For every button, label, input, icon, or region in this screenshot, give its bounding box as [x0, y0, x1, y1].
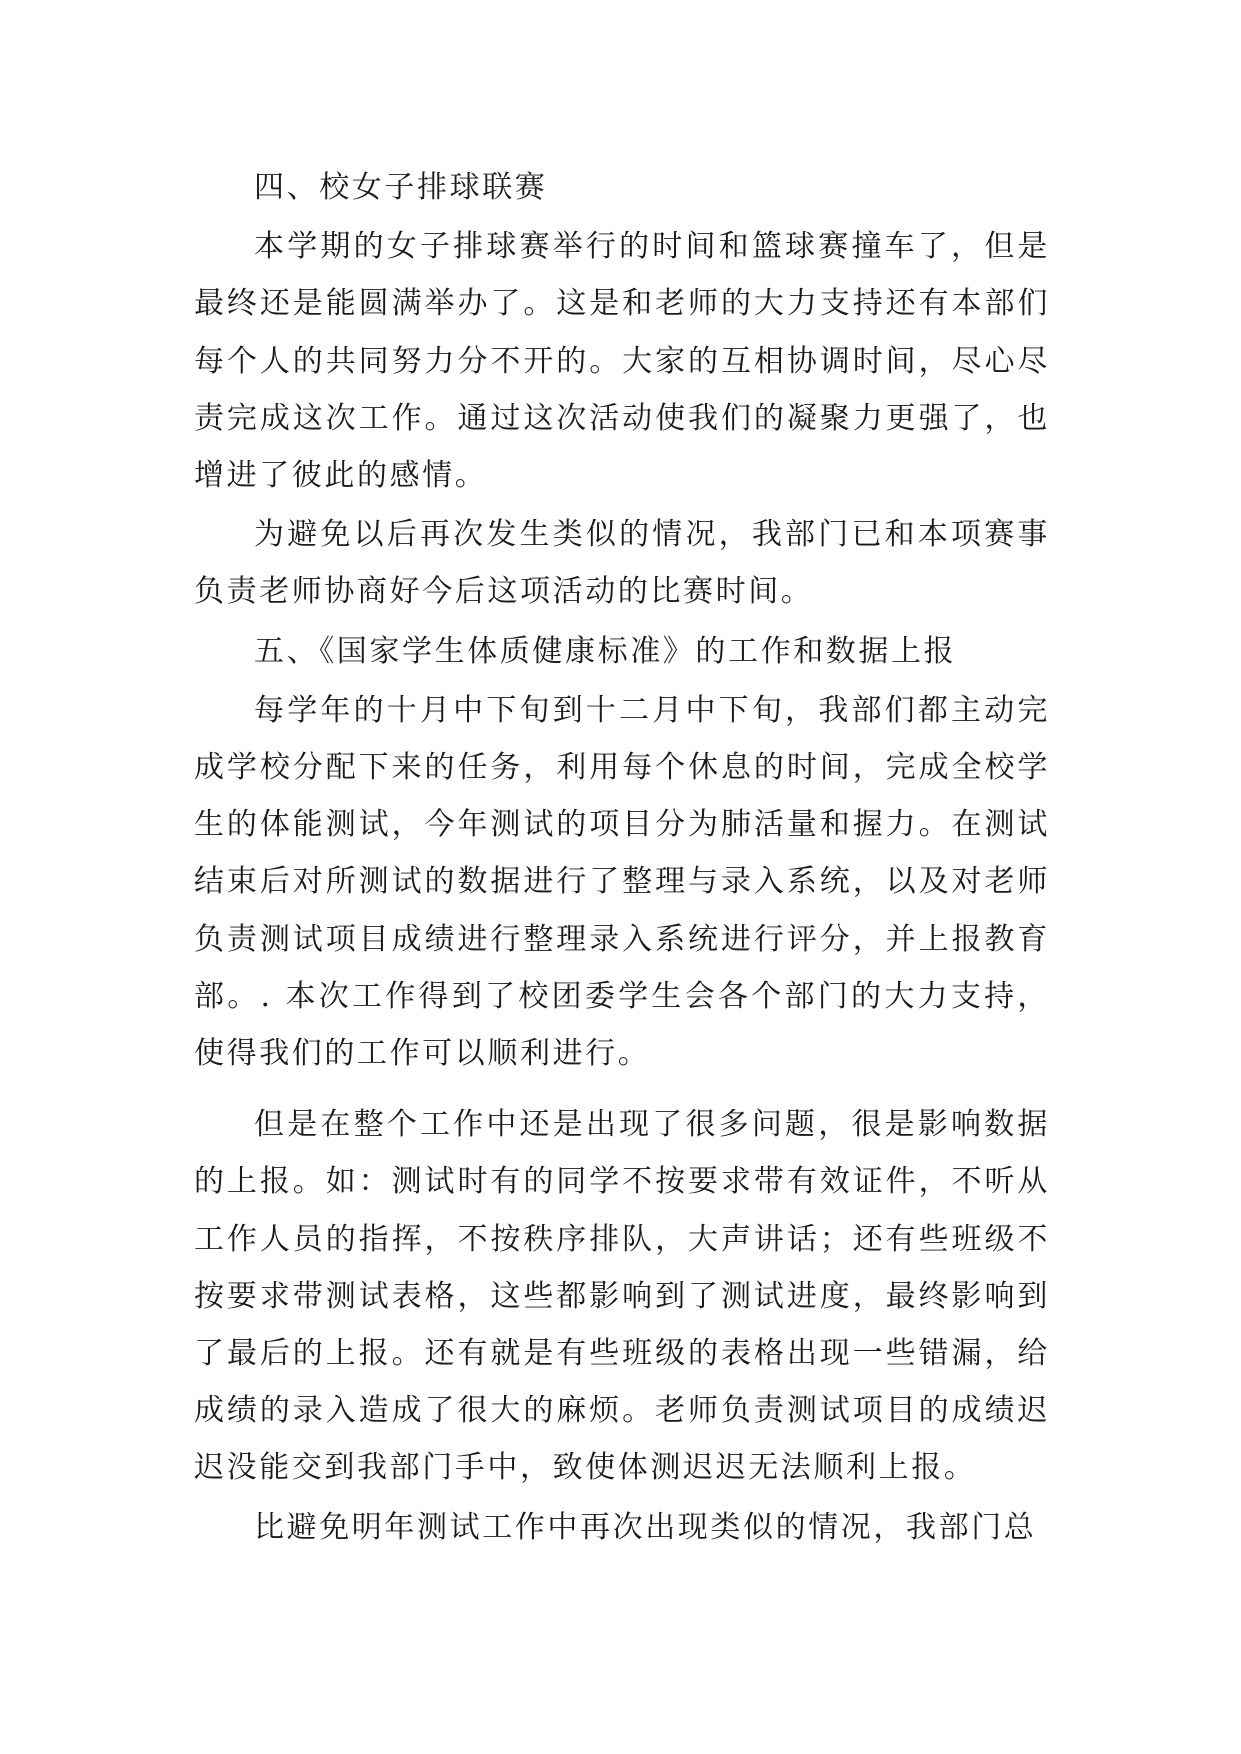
paragraph-health-test-prevention: 比避免明年测试工作中再次出现类似的情况，我部门总 — [254, 1509, 1037, 1545]
paragraph-volleyball-prevention: 为避免以后再次发生类似的情况，我部门已和本项赛事负责老师协商好今后这项活动的比赛时间。 — [194, 517, 1050, 610]
paragraph-health-test-work: 每学年的十月中下旬到十二月中下旬，我部们都主动完成学校分配下来的任务，利用每个休息的时间，完成全校学生的体能测试，今年测试的项目分为肺活量和握力。在测试结束后对所测试的数据进行了整理与录入系统，以及对老师负责测试项目成绩进行整理录入系统进行评分，并上报教育部。. 本次工作得到了校团委学生会各个部门的大力支持，使得我们的工作可以顺利进行。 — [194, 692, 1050, 1072]
document-body — [194, 159, 1050, 1556]
section-heading-volleyball: 四、校女子排球联赛 — [254, 170, 548, 205]
paragraph-volleyball-summary: 本学期的女子排球赛举行的时间和篮球赛撞车了，但是最终还是能圆满举办了。这是和老师的大力支持还有本部们每个人的共同努力分不开的。大家的互相协调时间，尽心尽责完成这次工作。通过这次活动使我们的凝聚力更强了，也增进了彼此的感情。 — [194, 229, 1050, 494]
paragraph-health-test-problems: 但是在整个工作中还是出现了很多问题，很是影响数据的上报。如：测试时有的同学不按要求带有效证件，不听从工作人员的指挥，不按秩序排队，大声讲话；还有些班级不按要求带测试表格，这些都影响到了测试进度，最终影响到了最后的上报。还有就是有些班级的表格出现一些错漏，给成绩的录入造成了很大的麻烦。老师负责测试项目的成绩迟迟没能交到我部门手中，致使体测迟迟无法顺利上报。 — [194, 1107, 1050, 1486]
section-heading-health-standard: 五、《国家学生体质健康标准》的工作和数据上报 — [254, 633, 957, 669]
